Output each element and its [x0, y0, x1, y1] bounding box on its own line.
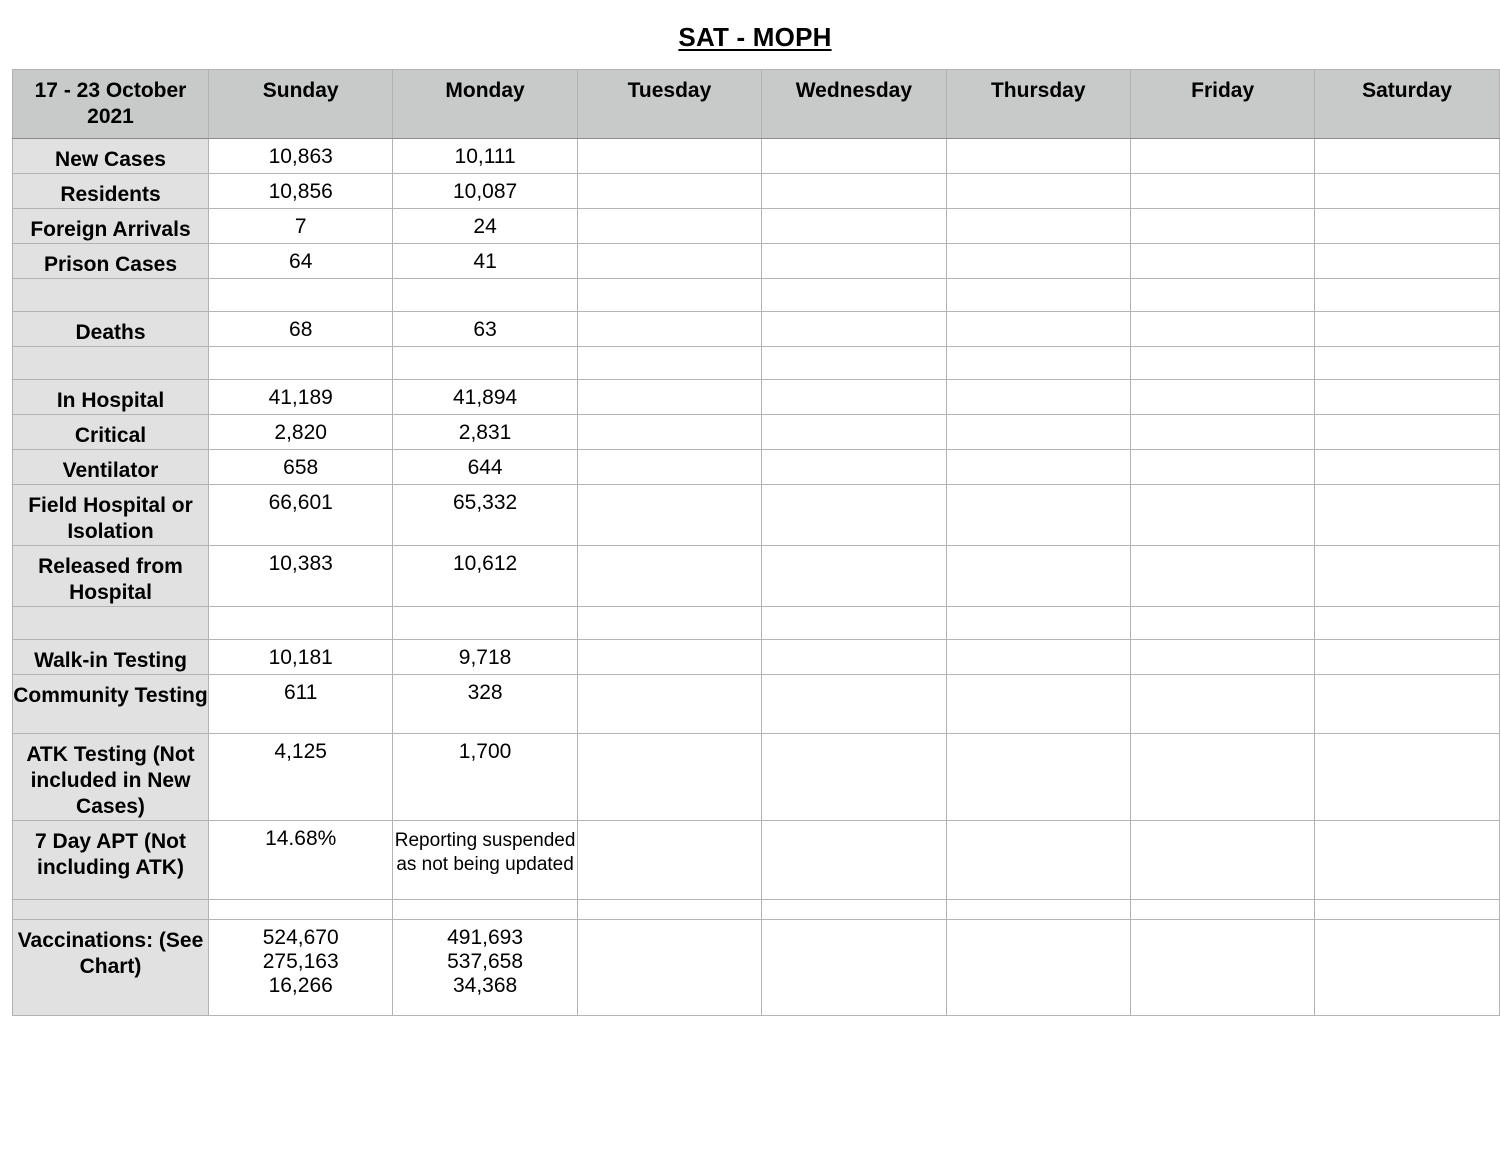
cell-value: 10,856 [268, 180, 333, 203]
row-label: New Cases [13, 139, 209, 174]
cell-wednesday [762, 640, 946, 675]
cell-value: 275,163 [262, 950, 339, 973]
cell-sunday [209, 734, 393, 821]
cell-wednesday [762, 900, 946, 920]
cell-wednesday [762, 734, 946, 821]
cell-value: 4,125 [274, 740, 327, 763]
cell-friday [1130, 920, 1314, 1016]
table-row [13, 920, 1500, 1016]
cell-monday [393, 450, 577, 485]
cell-saturday [1315, 546, 1499, 607]
column-header-friday: Friday [1130, 70, 1314, 139]
cell-thursday [946, 450, 1130, 485]
cell-tuesday [577, 209, 761, 244]
cell-value: 10,111 [454, 145, 516, 168]
cell-value: 10,087 [452, 180, 518, 203]
row-label [13, 607, 209, 640]
cell-monday [393, 380, 577, 415]
cell-monday [393, 821, 577, 900]
cell-monday [393, 640, 577, 675]
cell-wednesday [762, 347, 946, 380]
table-row [13, 209, 1500, 244]
cell-friday [1130, 734, 1314, 821]
spacer-row [13, 279, 1500, 312]
column-header-thursday: Thursday [946, 70, 1130, 139]
cell-value: 14.68% [265, 827, 337, 850]
cell-friday [1130, 821, 1314, 900]
cell-monday [393, 312, 577, 347]
cell-sunday [209, 640, 393, 675]
cell-thursday [946, 640, 1130, 675]
table-row [13, 450, 1500, 485]
cell-monday [393, 139, 577, 174]
row-label [13, 900, 209, 920]
cell-monday [393, 920, 577, 1016]
cell-sunday [209, 139, 393, 174]
column-header-tuesday: Tuesday [577, 70, 761, 139]
cell-sunday [209, 450, 393, 485]
cell-monday [393, 174, 577, 209]
cell-sunday [209, 279, 393, 312]
cell-sunday [209, 821, 393, 900]
cell-wednesday [762, 485, 946, 546]
cell-friday [1130, 244, 1314, 279]
cell-saturday [1315, 415, 1499, 450]
table-row [13, 675, 1500, 734]
cell-sunday [209, 312, 393, 347]
cell-value: 41 [473, 250, 497, 273]
cell-wednesday [762, 920, 946, 1016]
cell-thursday [946, 139, 1130, 174]
cell-value: 1,700 [458, 740, 512, 763]
cell-monday [393, 675, 577, 734]
spacer-row [13, 900, 1500, 920]
cell-saturday [1315, 139, 1499, 174]
cell-friday [1130, 485, 1314, 546]
cell-saturday [1315, 900, 1499, 920]
cell-thursday [946, 209, 1130, 244]
cell-monday [393, 607, 577, 640]
column-header-monday: Monday [393, 70, 577, 139]
cell-friday [1130, 347, 1314, 380]
row-label: Ventilator [13, 450, 209, 485]
row-label: Residents [13, 174, 209, 209]
column-header-wednesday: Wednesday [762, 70, 946, 139]
cell-value: 68 [289, 318, 313, 341]
cell-tuesday [577, 415, 761, 450]
cell-value: 65,332 [452, 491, 518, 514]
cell-wednesday [762, 312, 946, 347]
row-label: Vaccinations: (See Chart) [13, 920, 209, 1016]
cell-monday [393, 734, 577, 821]
cell-thursday [946, 279, 1130, 312]
spacer-row [13, 347, 1500, 380]
cell-value: 24 [473, 215, 497, 238]
cell-sunday [209, 675, 393, 734]
cell-value: 64 [289, 250, 313, 273]
cell-wednesday [762, 607, 946, 640]
row-label: Foreign Arrivals [13, 209, 209, 244]
cell-tuesday [577, 174, 761, 209]
row-label: Prison Cases [13, 244, 209, 279]
cell-sunday [209, 546, 393, 607]
cell-sunday [209, 607, 393, 640]
cell-sunday [209, 920, 393, 1016]
row-label: ATK Testing (Not included in New Cases) [13, 734, 209, 821]
cell-saturday [1315, 607, 1499, 640]
row-label: Released from Hospital [13, 546, 209, 607]
cell-friday [1130, 640, 1314, 675]
cell-wednesday [762, 546, 946, 607]
cell-thursday [946, 607, 1130, 640]
cell-wednesday [762, 174, 946, 209]
cell-value: 10,181 [268, 646, 333, 669]
cell-value: 41,894 [452, 386, 518, 409]
cell-monday [393, 347, 577, 380]
cell-value: 66,601 [268, 491, 333, 514]
cell-monday [393, 546, 577, 607]
cell-tuesday [577, 450, 761, 485]
cell-wednesday [762, 279, 946, 312]
column-header-saturday: Saturday [1315, 70, 1499, 139]
table-row [13, 640, 1500, 675]
cell-friday [1130, 607, 1314, 640]
cell-thursday [946, 546, 1130, 607]
cell-wednesday [762, 675, 946, 734]
cell-friday [1130, 450, 1314, 485]
cell-wednesday [762, 209, 946, 244]
cell-friday [1130, 279, 1314, 312]
cell-tuesday [577, 734, 761, 821]
cell-value: 9,718 [458, 646, 512, 669]
cell-saturday [1315, 734, 1499, 821]
cell-value: 2,820 [274, 421, 327, 444]
cell-tuesday [577, 546, 761, 607]
cell-thursday [946, 415, 1130, 450]
cell-tuesday [577, 607, 761, 640]
cell-value: 41,189 [268, 386, 333, 409]
row-label: Field Hospital or Isolation [13, 485, 209, 546]
cell-wednesday [762, 821, 946, 900]
cell-friday [1130, 380, 1314, 415]
cell-saturday [1315, 347, 1499, 380]
cell-friday [1130, 546, 1314, 607]
cell-sunday [209, 174, 393, 209]
cell-friday [1130, 174, 1314, 209]
cell-monday [393, 279, 577, 312]
row-label [13, 347, 209, 380]
cell-sunday [209, 415, 393, 450]
cell-wednesday [762, 415, 946, 450]
cell-tuesday [577, 244, 761, 279]
cell-value: 10,383 [268, 552, 333, 575]
row-label: Critical [13, 415, 209, 450]
table-row [13, 312, 1500, 347]
cell-friday [1130, 900, 1314, 920]
cell-value: 63 [473, 318, 497, 341]
cell-saturday [1315, 312, 1499, 347]
cell-monday [393, 900, 577, 920]
cell-thursday [946, 380, 1130, 415]
cell-monday [393, 415, 577, 450]
table-row [13, 139, 1500, 174]
cell-tuesday [577, 900, 761, 920]
cell-saturday [1315, 821, 1499, 900]
cell-value: Reporting suspended as not being updated [394, 830, 576, 875]
cell-tuesday [577, 380, 761, 415]
row-label: Deaths [13, 312, 209, 347]
cell-sunday [209, 209, 393, 244]
cell-thursday [946, 244, 1130, 279]
cell-saturday [1315, 380, 1499, 415]
table-body [13, 139, 1500, 1016]
cell-thursday [946, 734, 1130, 821]
cell-wednesday [762, 380, 946, 415]
date-range-header: 17 - 23 October 2021 [13, 70, 209, 139]
cell-tuesday [577, 347, 761, 380]
table-row [13, 415, 1500, 450]
row-label: 7 Day APT (Not including ATK) [13, 821, 209, 900]
cell-tuesday [577, 821, 761, 900]
weekly-stats-table [12, 69, 1500, 1016]
cell-value: 34,368 [452, 974, 518, 997]
cell-tuesday [577, 279, 761, 312]
cell-friday [1130, 312, 1314, 347]
cell-value: 491,693 [447, 926, 524, 949]
cell-saturday [1315, 450, 1499, 485]
cell-value: 7 [294, 215, 307, 238]
cell-saturday [1315, 209, 1499, 244]
table-row [13, 821, 1500, 900]
row-label [13, 279, 209, 312]
cell-thursday [946, 675, 1130, 734]
cell-value: 524,670 [262, 926, 339, 949]
cell-thursday [946, 174, 1130, 209]
row-label: Walk-in Testing [13, 640, 209, 675]
cell-friday [1130, 209, 1314, 244]
cell-saturday [1315, 485, 1499, 546]
table-row [13, 174, 1500, 209]
cell-tuesday [577, 640, 761, 675]
header-row [13, 70, 1500, 139]
cell-sunday [209, 244, 393, 279]
cell-monday [393, 244, 577, 279]
row-label: In Hospital [13, 380, 209, 415]
table-row [13, 244, 1500, 279]
cell-sunday [209, 485, 393, 546]
table-row [13, 546, 1500, 607]
cell-monday [393, 485, 577, 546]
cell-friday [1130, 415, 1314, 450]
cell-thursday [946, 485, 1130, 546]
cell-tuesday [577, 675, 761, 734]
cell-friday [1130, 675, 1314, 734]
cell-value: 328 [467, 681, 503, 704]
cell-value: 537,658 [447, 950, 524, 973]
cell-tuesday [577, 920, 761, 1016]
cell-value: 611 [283, 681, 318, 704]
cell-sunday [209, 347, 393, 380]
page-title: SAT - MOPH [678, 22, 832, 52]
cell-thursday [946, 900, 1130, 920]
cell-thursday [946, 312, 1130, 347]
cell-value: 644 [467, 456, 503, 479]
cell-tuesday [577, 139, 761, 174]
cell-thursday [946, 821, 1130, 900]
spacer-row [13, 607, 1500, 640]
cell-value: 16,266 [268, 974, 333, 997]
cell-saturday [1315, 244, 1499, 279]
cell-value: 2,831 [458, 421, 512, 444]
cell-sunday [209, 380, 393, 415]
cell-wednesday [762, 139, 946, 174]
cell-tuesday [577, 485, 761, 546]
table-row [13, 734, 1500, 821]
cell-tuesday [577, 312, 761, 347]
cell-saturday [1315, 640, 1499, 675]
cell-saturday [1315, 675, 1499, 734]
cell-value: 10,863 [268, 145, 333, 168]
cell-friday [1130, 139, 1314, 174]
cell-value: 658 [283, 456, 319, 479]
column-header-sunday: Sunday [209, 70, 393, 139]
cell-wednesday [762, 244, 946, 279]
cell-saturday [1315, 279, 1499, 312]
row-label: Community Testing [13, 675, 209, 734]
table-row [13, 380, 1500, 415]
cell-monday [393, 209, 577, 244]
table-header [13, 70, 1500, 139]
cell-thursday [946, 347, 1130, 380]
cell-sunday [209, 900, 393, 920]
cell-saturday [1315, 174, 1499, 209]
table-row [13, 485, 1500, 546]
cell-value: 10,612 [452, 552, 518, 575]
cell-saturday [1315, 920, 1499, 1016]
cell-wednesday [762, 450, 946, 485]
cell-thursday [946, 920, 1130, 1016]
